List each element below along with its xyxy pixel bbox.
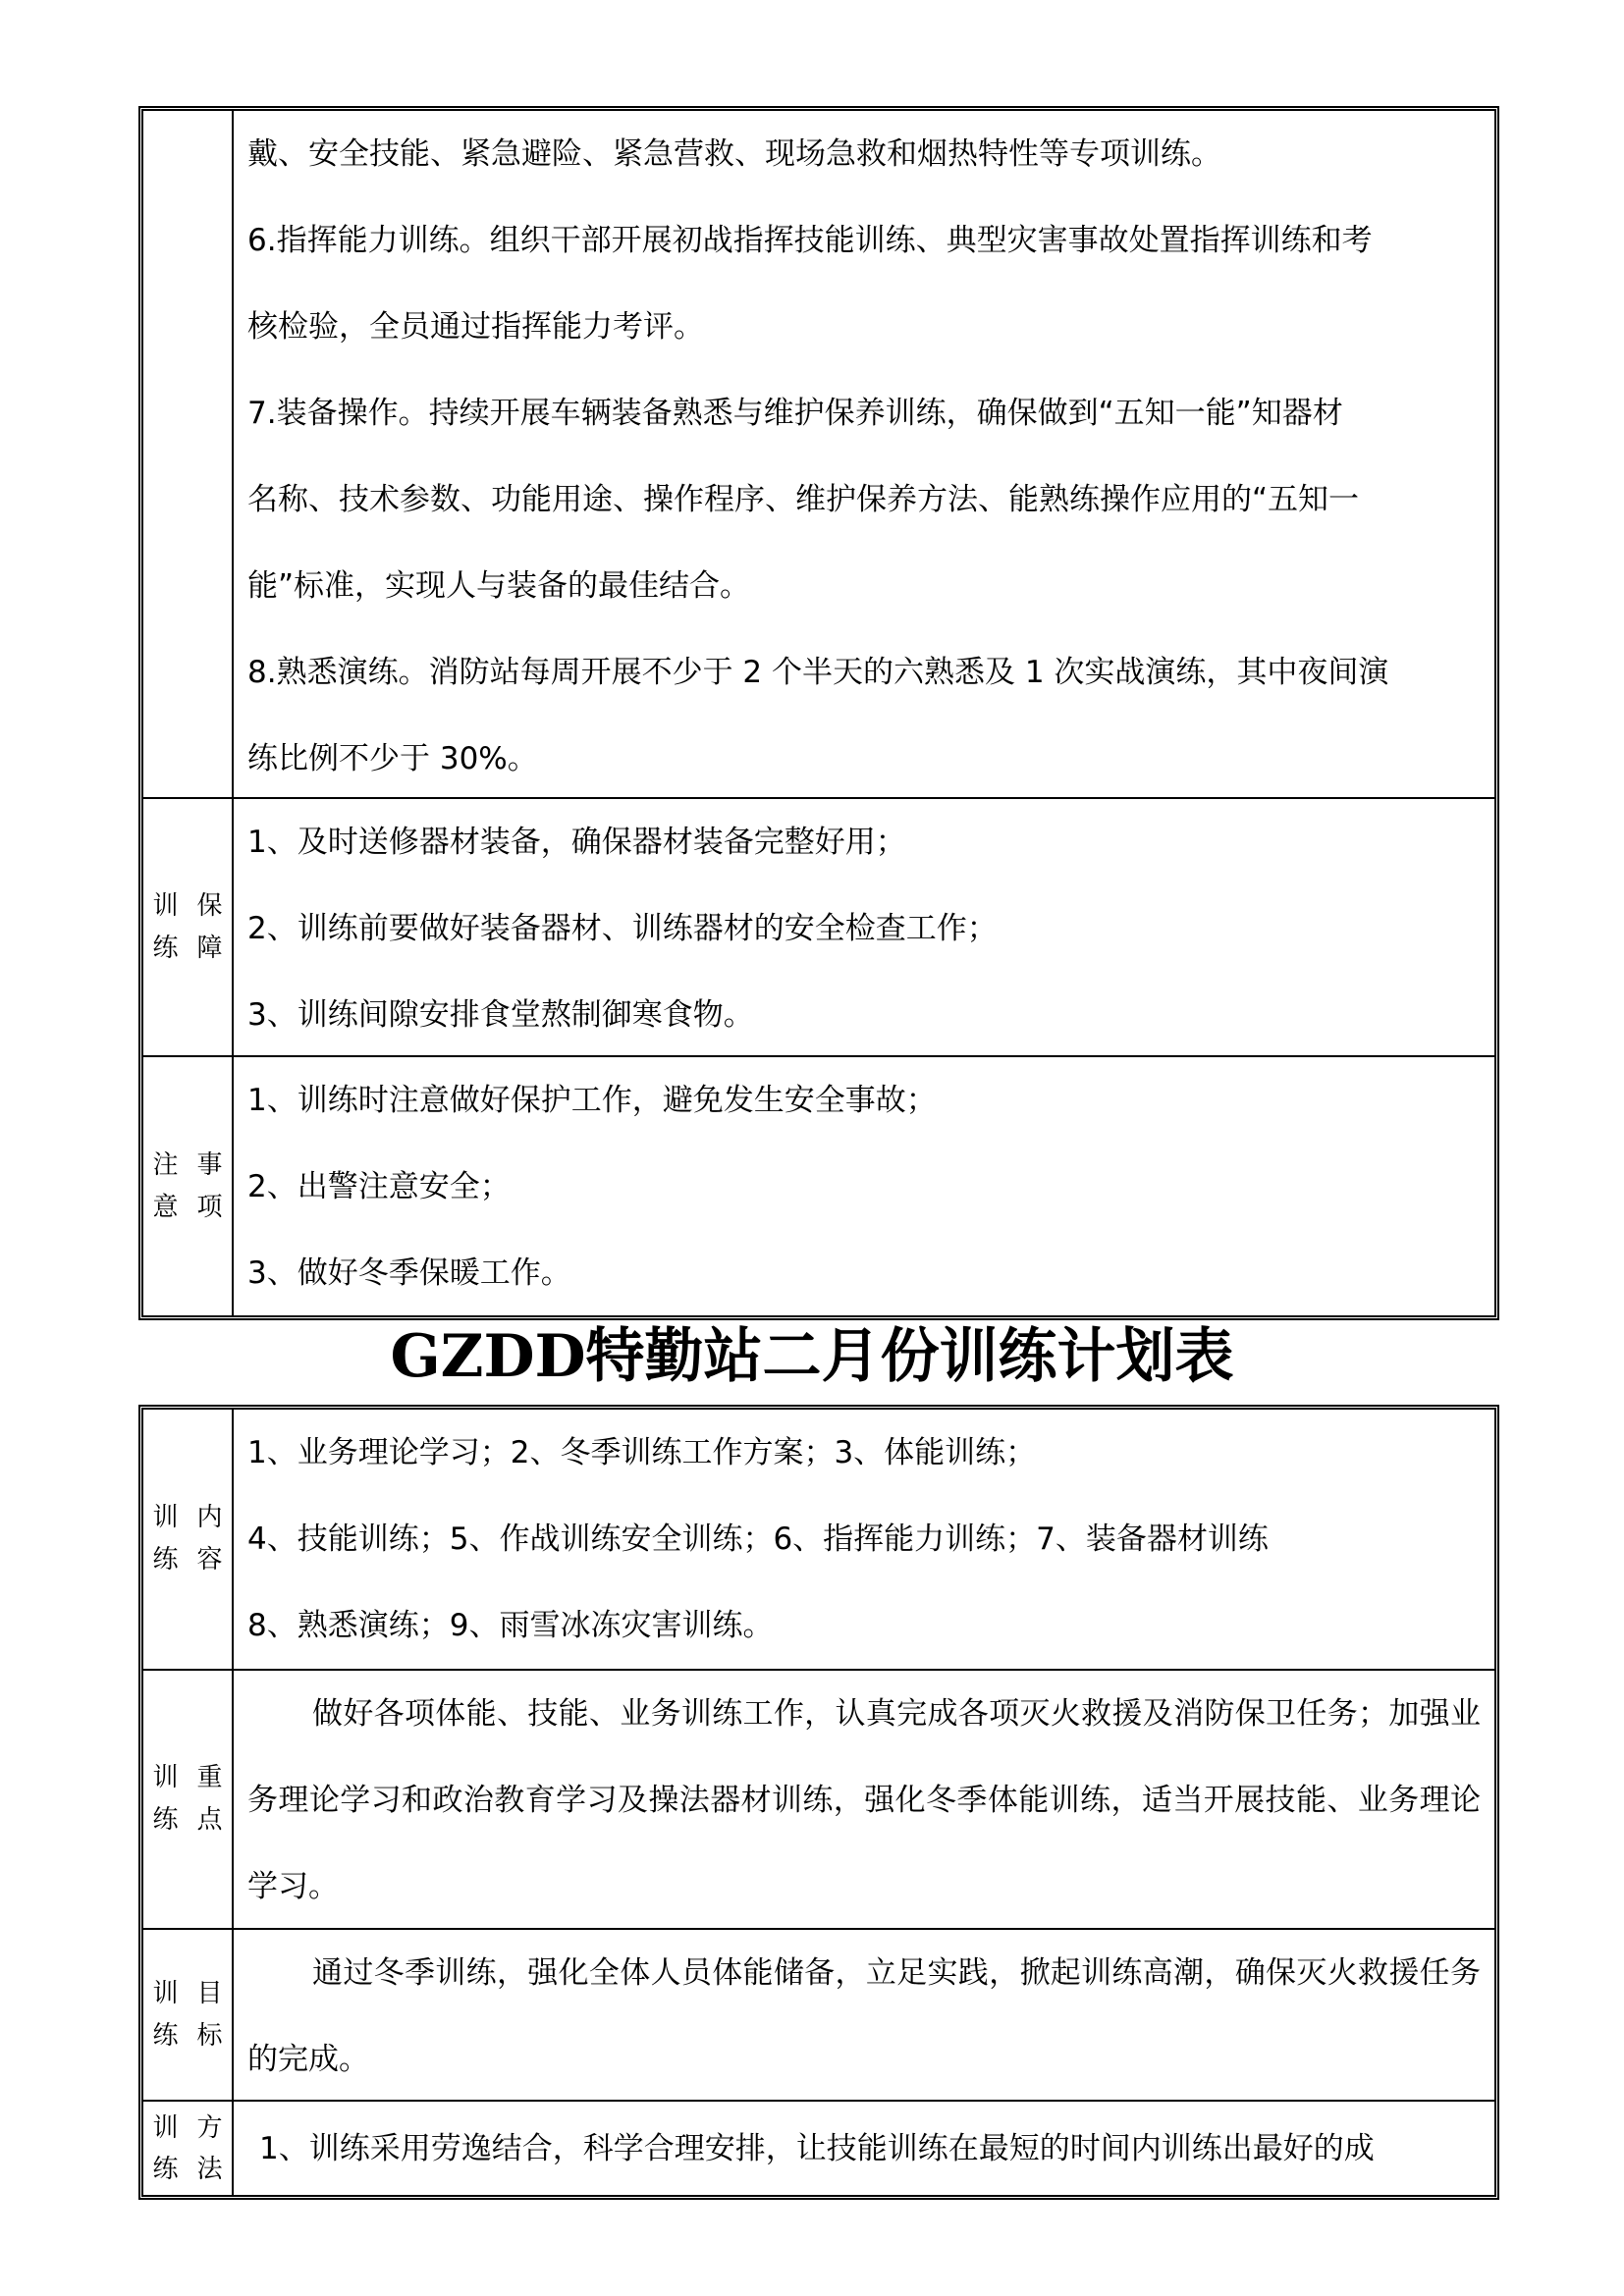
row-label-empty	[143, 111, 234, 797]
text-line: 核检验，全员通过指挥能力考评。	[247, 309, 704, 345]
label-text: 目标	[196, 1978, 223, 2051]
row-label-focus	[143, 1671, 234, 1928]
label-text: 事项	[196, 1149, 223, 1222]
label-text: 内容	[196, 1503, 223, 1575]
training-focus	[234, 1671, 1494, 1928]
row-label-guarantee	[143, 799, 234, 1055]
row-label-notes	[143, 1057, 234, 1315]
list-item: 1、及时送修器材装备，确保器材装备完整好用；	[247, 825, 906, 860]
label-text: 训练	[152, 1503, 179, 1575]
table-row	[143, 2102, 1494, 2195]
training-items-continued	[234, 111, 1494, 797]
label-text: 注意	[152, 1149, 179, 1222]
text-line: 6.指挥能力训练。组织干部开展初战指挥技能训练、典型灾害事故处置指挥训练和考	[247, 223, 1373, 258]
text-line: 能”标准，实现人与装备的最佳结合。	[247, 568, 751, 604]
paragraph: 通过冬季训练，强化全体人员体能储备，立足实践，掀起训练高潮，确保灭火救援任务的完成。	[247, 1955, 1481, 2077]
text-line: 练比例不少于 30%。	[247, 741, 538, 776]
text-line: 7.装备操作。持续开展车辆装备熟悉与维护保养训练，确保做到“五知一能”知器材	[247, 396, 1343, 431]
label-text: 重点	[196, 1763, 223, 1835]
table-row	[143, 1410, 1494, 1671]
row-label-content	[143, 1410, 234, 1669]
paragraph: 1、训练采用劳逸结合，科学合理安排，让技能训练在最短的时间内训练出最好的成	[259, 2130, 1375, 2166]
page-title: GZDD特勤站二月份训练计划表	[390, 1322, 1234, 1391]
label-text: 方法	[196, 2112, 223, 2184]
list-item: 1、业务理论学习；2、冬季训练工作方案；3、体能训练；	[247, 1435, 1037, 1470]
table-row	[143, 111, 1494, 799]
paragraph: 做好各项体能、技能、业务训练工作，认真完成各项灭火救援及消防保卫任务；加强业务理论学习和政治教育学习及操法器材训练，强化冬季体能训练，适当开展技能、业务理论学习。	[247, 1696, 1481, 1904]
text-line: 8.熟悉演练。消防站每周开展不少于 2 个半天的六熟悉及 1 次实战演练，其中夜间演	[247, 655, 1389, 690]
row-label-goal	[143, 1930, 234, 2100]
training-table-continued	[138, 106, 1499, 1320]
table-row	[143, 1930, 1494, 2102]
row-label-method	[143, 2102, 234, 2195]
training-goal	[234, 1930, 1494, 2100]
training-plan-table	[138, 1405, 1499, 2200]
list-item: 3、训练间隙安排食堂熬制御寒食物。	[247, 997, 754, 1033]
label-text: 训练	[152, 890, 179, 963]
guarantee-content	[234, 799, 1494, 1055]
table-row	[143, 799, 1494, 1057]
label-text: 训练	[152, 2112, 179, 2184]
table-row	[143, 1671, 1494, 1930]
text-line: 戴、安全技能、紧急避险、紧急营救、现场急救和烟热特性等专项训练。	[247, 136, 1221, 172]
label-text: 训练	[152, 1978, 179, 2051]
training-method	[234, 2102, 1494, 2195]
training-content	[234, 1410, 1494, 1669]
label-text: 保障	[196, 890, 223, 963]
list-item: 2、出警注意安全；	[247, 1169, 511, 1204]
list-item: 4、技能训练；5、作战训练安全训练；6、指挥能力训练；7、装备器材训练	[247, 1522, 1269, 1557]
notes-content	[234, 1057, 1494, 1315]
text-line: 名称、技术参数、功能用途、操作程序、维护保养方法、能熟练操作应用的“五知一	[247, 482, 1360, 517]
list-item: 8、熟悉演练；9、雨雪冰冻灾害训练。	[247, 1608, 774, 1643]
label-text: 训练	[152, 1763, 179, 1835]
list-item: 3、做好冬季保暖工作。	[247, 1255, 571, 1291]
table-row	[143, 1057, 1494, 1315]
list-item: 2、训练前要做好装备器材、训练器材的安全检查工作；	[247, 911, 998, 946]
list-item: 1、训练时注意做好保护工作，避免发生安全事故；	[247, 1083, 937, 1118]
